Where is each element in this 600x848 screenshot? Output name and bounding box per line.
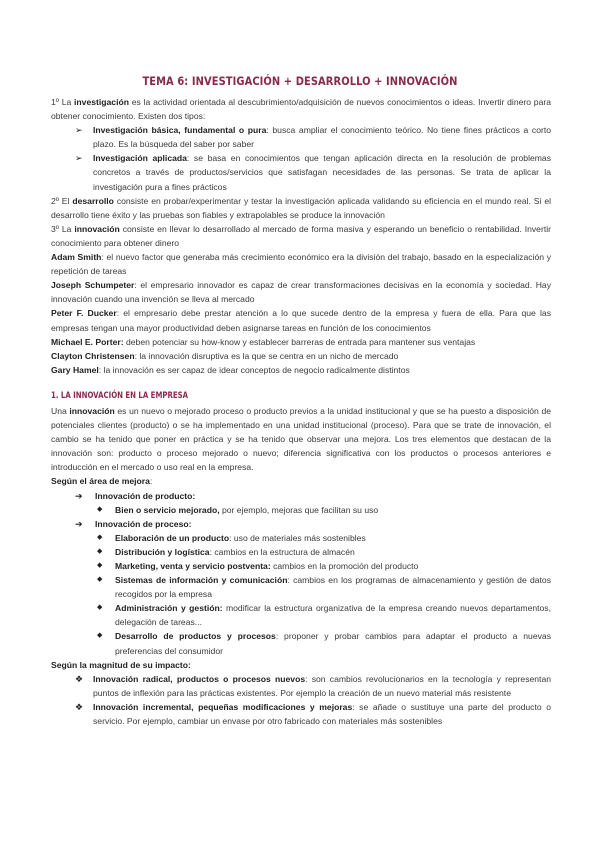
item-term: Distribución y logística bbox=[115, 546, 210, 557]
item-term: Marketing, venta y servicio postventa: bbox=[115, 561, 271, 571]
diamond-bullet-icon: ◆ bbox=[97, 632, 103, 640]
list-item bbox=[51, 672, 551, 700]
item-term: Elaboración de un producto bbox=[115, 532, 230, 543]
author-name: Joseph Schumpeter bbox=[51, 280, 135, 291]
subheading-text: Según el área de mejora bbox=[51, 476, 150, 487]
paragraph-text: es la actividad orientada al descubrimiento/adquisición de nuevos conocimientos o ideas. Invertir dinero para obtener conocimiento. Existen dos tipos: bbox=[51, 97, 551, 122]
list-item bbox=[51, 503, 551, 517]
author-entry bbox=[51, 250, 551, 278]
diamond-bullet-icon: ◆ bbox=[97, 505, 103, 513]
paragraph-text: Una bbox=[51, 405, 70, 416]
subheading-colon: : bbox=[149, 476, 153, 487]
item-term: Administración y gestión: bbox=[115, 603, 223, 614]
paragraph-number: 2º El bbox=[51, 195, 73, 206]
author-text: : la innovación disruptiva es la que se centra en un nicho de mercado bbox=[134, 350, 399, 361]
author-entry bbox=[51, 335, 551, 349]
item-text: : busca ampliar el conocimiento teórico. No tiene fines prácticos a corto plazo. Es la búsqueda del saber por saber bbox=[93, 125, 551, 150]
author-name: Clayton Christensen bbox=[51, 350, 135, 361]
list-item bbox=[51, 517, 551, 531]
list-item bbox=[51, 545, 551, 559]
paragraph-number: 3º La bbox=[51, 223, 75, 234]
arrowhead-bullet-icon: ➢ bbox=[75, 125, 83, 136]
list-item bbox=[51, 573, 551, 601]
item-term: Sistemas de información y comunicación bbox=[115, 575, 288, 586]
subheading-text: Según la magnitud de su impacto: bbox=[51, 659, 191, 670]
paragraph-text: consiste en probar/experimentar y testar la investigación aplicada validando su eficiencia en el mundo real. Si el desarrollo tiene éxito y las pruebas son fiables y extrapolables se produce la innovación bbox=[51, 195, 552, 220]
list-item bbox=[51, 531, 551, 545]
author-name: Michael E. Porter: bbox=[51, 336, 124, 347]
diamond-bullet-icon: ◆ bbox=[97, 533, 103, 541]
document-body bbox=[51, 95, 551, 728]
subheading-magnitud bbox=[51, 658, 551, 672]
item-text: : se añade o sustituye una parte del producto o servicio. Por ejemplo, cambiar un envase por otro fabricado con materiales más sostenibles bbox=[93, 701, 551, 727]
item-text: : proponer y probar cambios para adaptar el producto a nuevas preferencias del consumidor bbox=[115, 631, 551, 656]
item-term: Innovación radical, productos o procesos nuevos bbox=[93, 673, 306, 684]
diamond-bullet-icon: ◆ bbox=[97, 576, 103, 584]
item-text: : se basa en conocimientos que tengan aplicación directa en la resolución de problemas concretos a través de productos/servicios que satisfagan necesidades de las personas. Se trata de aplicar la investigación pura a fines prácticos bbox=[93, 153, 552, 192]
paragraph-number: 1º La bbox=[51, 97, 75, 107]
item-term: Innovación de proceso: bbox=[95, 518, 192, 529]
paragraph-investigacion bbox=[51, 95, 551, 123]
list-item bbox=[51, 700, 551, 728]
author-text: : el empresario debe prestar atención a lo que sucede dentro de la empresa y fuera de ella. Para que las empresas tengan una mayor productividad deben asignarse tareas en función de los conocimientos bbox=[51, 308, 551, 333]
item-term: Investigación aplicada bbox=[93, 153, 187, 164]
diamond-bullet-icon: ◆ bbox=[97, 562, 103, 569]
term-innovacion: innovación bbox=[74, 223, 120, 234]
list-item bbox=[51, 559, 551, 573]
paragraph-innovacion bbox=[51, 222, 551, 250]
item-text: por ejemplo, mejoras que facilitan su uso bbox=[219, 504, 379, 515]
author-text: : el empresario innovador es capaz de crear transformaciones decisivas en la economía y sociedad. Hay innovación cuando una invención se lleva al mercado bbox=[51, 280, 551, 305]
author-entry bbox=[51, 349, 551, 363]
author-text: deben potenciar su how-know y establecer barreras de entrada para mantener sus ventajas bbox=[123, 336, 476, 347]
list-item bbox=[51, 489, 551, 503]
item-text: : cambios en la estructura de almacén bbox=[209, 546, 355, 557]
item-term: Desarrollo de productos y procesos bbox=[115, 631, 276, 642]
item-term: Innovación incremental, pequeñas modificaciones y mejoras bbox=[93, 701, 353, 712]
author-name: Peter F. Ducker bbox=[51, 308, 117, 319]
author-entry bbox=[51, 363, 551, 377]
term-desarrollo: desarrollo bbox=[72, 195, 114, 206]
author-entry bbox=[51, 278, 551, 306]
paragraph-desarrollo bbox=[51, 194, 551, 222]
item-term: Investigación básica, fundamental o pura bbox=[93, 125, 267, 136]
term-innovacion: innovación bbox=[69, 405, 115, 416]
page-title: TEMA 6: INVESTIGACIÓN + DESARROLLO + INNOVACIÓN bbox=[142, 74, 458, 88]
arrowhead-bullet-icon: ➢ bbox=[75, 153, 83, 164]
author-name: Adam Smith bbox=[51, 252, 102, 263]
subheading-area bbox=[51, 474, 551, 488]
diamond-bullet-icon: ◆ bbox=[97, 604, 103, 612]
arrow-right-icon: ➔ bbox=[75, 490, 83, 501]
arrow-right-icon: ➔ bbox=[75, 518, 83, 529]
list-item bbox=[51, 151, 551, 193]
list-item bbox=[51, 601, 551, 629]
item-text: modificar la estructura organizativa de la empresa creando nuevos departamentos, delegación de tareas... bbox=[115, 603, 551, 628]
author-text: : el nuevo factor que generaba más crecimiento económico era la división del trabajo, basado en la especialización y repetición de tareas bbox=[51, 252, 551, 277]
author-name: Gary Hamel bbox=[51, 364, 99, 375]
author-entry bbox=[51, 306, 551, 334]
item-text: cambios en la promoción del producto bbox=[270, 561, 419, 571]
paragraph-text: consiste en llevar lo desarrollado al mercado de forma masiva y esperando un beneficio o rentabilidad. Invertir conocimiento para obtener dinero bbox=[51, 223, 551, 248]
list-item bbox=[51, 629, 551, 657]
paragraph-text: es un nuevo o mejorado proceso o producto previos a la unidad institucional y que se ha puesto a disposición de potenciales clientes (producto) o se ha implementado en una unidad institucional (proceso). Para que se trate de innovación, el cambio se ha tenido que poner en práctica y se ha tenido que observar una mejora. Los tres elementos que destacan de la innovación son: producto o proceso mejorado o nuevo; diferencia significativa con los productos o procesos anteriores e introducción en el mercado o uso real en la empresa. bbox=[51, 405, 551, 473]
item-term: Innovación de producto: bbox=[95, 490, 196, 501]
item-text: : uso de materiales más sostenibles bbox=[229, 532, 366, 543]
term-investigacion: investigación bbox=[74, 97, 129, 107]
item-term: Bien o servicio mejorado, bbox=[115, 504, 220, 515]
item-text: : son cambios revolucionarios en la tecnología y representan puntos de inflexión para las prácticas existentes. Por ejemplo la creación de un nuevo material más resistente bbox=[93, 673, 551, 698]
paragraph-definicion bbox=[51, 404, 551, 474]
diamond-bullet-icon: ◆ bbox=[97, 547, 103, 555]
star-bullet-icon: ❖ bbox=[75, 701, 84, 712]
list-item bbox=[51, 123, 551, 151]
section-heading: 1. LA INNOVACIÓN EN LA EMPRESA bbox=[51, 390, 189, 401]
star-bullet-icon: ❖ bbox=[75, 673, 84, 684]
author-text: : la innovación es ser capaz de idear conceptos de negocio radicalmente distintos bbox=[98, 364, 410, 375]
item-text: : cambios en los programas de almacenamiento y gestión de datos recogidos por la empresa bbox=[115, 575, 552, 600]
